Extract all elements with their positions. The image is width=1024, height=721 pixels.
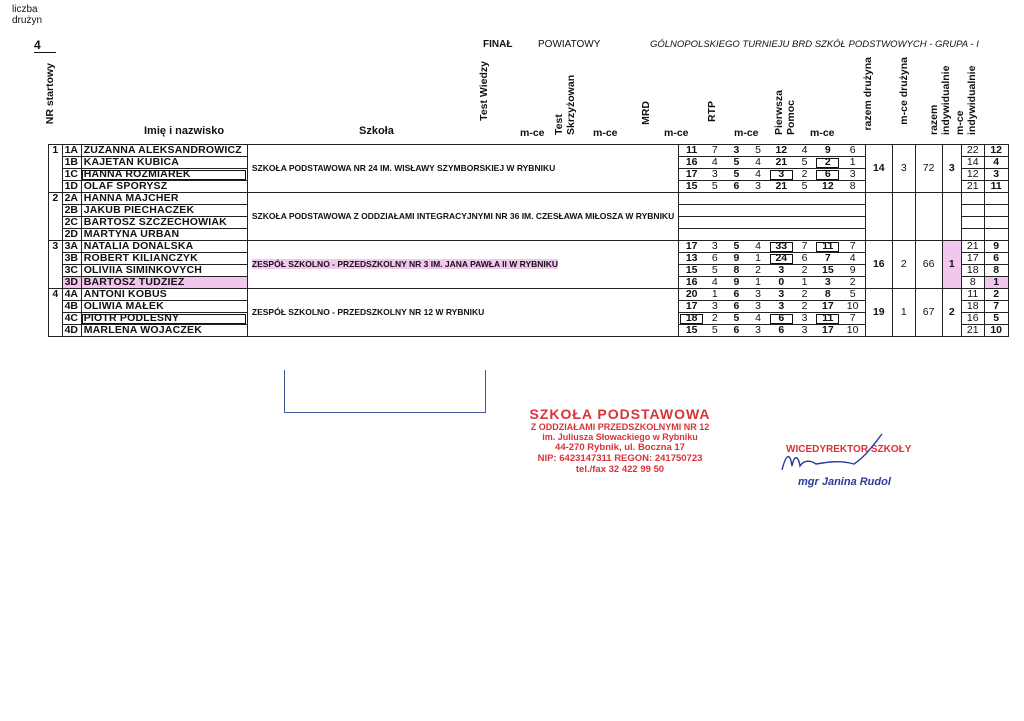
place-rtp: 1: [840, 157, 865, 169]
member-name: OLIWIA MAŁEK: [81, 301, 247, 313]
score-tw: [679, 205, 704, 217]
place-ts: [747, 217, 768, 229]
col-mce2: m-ce: [593, 127, 618, 139]
table-row: [49, 241, 1024, 253]
team-place: 3: [942, 145, 961, 193]
score-tw: 15: [679, 265, 704, 277]
score-rtp: 8: [815, 289, 840, 301]
place-tw: 3: [704, 169, 725, 181]
stamp-line3: im. Juliusza Słowackiego w Rybniku: [542, 432, 698, 442]
place-mrd: 3: [794, 325, 815, 337]
individual-place: 1: [984, 277, 1008, 289]
score-mrd: [769, 229, 794, 241]
first-aid-place: 2: [892, 241, 915, 289]
score-rtp: 12: [815, 181, 840, 193]
level-label: POWIATOWY: [538, 39, 601, 50]
team-no: 4: [49, 289, 63, 301]
member-code: 3A: [62, 241, 81, 253]
place-rtp: 7: [840, 313, 865, 325]
col-mrd: MRD: [640, 101, 652, 125]
score-mrd: 21: [769, 181, 794, 193]
individual-place: [984, 193, 1008, 205]
place-mrd: 2: [794, 301, 815, 313]
stamp-line5: NIP: 6423147311 REGON: 241750723: [537, 453, 703, 464]
score-ts: 5: [726, 169, 748, 181]
place-mrd: 2: [794, 169, 815, 181]
score-tw: 18: [679, 313, 704, 325]
individual-total: 18: [961, 265, 984, 277]
table-row: [49, 193, 1024, 205]
place-rtp: 5: [840, 289, 865, 301]
col-mce3: m-ce: [664, 127, 689, 139]
score-mrd: [769, 193, 794, 205]
score-rtp: 15: [815, 265, 840, 277]
team-place: 2: [942, 289, 961, 337]
member-name: OLIVIIA SIMINKOVYCH: [81, 265, 247, 277]
place-tw: 4: [704, 277, 725, 289]
score-mrd: 0: [769, 277, 794, 289]
place-tw: [704, 217, 725, 229]
place-ts: 3: [747, 289, 768, 301]
place-ts: 1: [747, 253, 768, 265]
score-rtp: 2: [815, 157, 840, 169]
school-name: SZKOŁA PODSTAWOWA NR 24 IM. WISŁAWY SZYMBORSKIEJ W RYBNIKU: [247, 145, 678, 193]
individual-total: 12: [961, 169, 984, 181]
score-ts: [726, 217, 748, 229]
signature-name: mgr Janina Rudol: [798, 476, 891, 488]
individual-place: [984, 217, 1008, 229]
place-tw: 3: [704, 301, 725, 313]
col-mce4: m-ce: [734, 127, 759, 139]
team-total: 72: [915, 145, 942, 193]
score-rtp: [815, 229, 840, 241]
first-aid-score: 16: [865, 241, 892, 289]
score-mrd: 3: [769, 169, 794, 181]
individual-place: 8: [984, 265, 1008, 277]
place-ts: 4: [747, 157, 768, 169]
place-tw: 5: [704, 325, 725, 337]
team-no: 2: [49, 193, 63, 205]
individual-total: 18: [961, 301, 984, 313]
col-mce1: m-ce: [520, 127, 545, 139]
score-tw: 11: [679, 145, 704, 157]
signature-scribble-icon: [770, 430, 910, 480]
score-ts: 3: [726, 145, 748, 157]
place-mrd: 5: [794, 157, 815, 169]
first-aid-score: 19: [865, 289, 892, 337]
score-ts: 8: [726, 265, 748, 277]
col-test-skrzyzowan: Test Skrzyżowan: [553, 74, 577, 135]
place-rtp: [840, 229, 865, 241]
individual-place: [984, 229, 1008, 241]
score-tw: [679, 217, 704, 229]
place-ts: 5: [747, 145, 768, 157]
individual-total: 8: [961, 277, 984, 289]
individual-total: [961, 217, 984, 229]
score-ts: [726, 193, 748, 205]
score-rtp: 11: [815, 313, 840, 325]
individual-total: [961, 193, 984, 205]
score-ts: 6: [726, 301, 748, 313]
member-code: 3B: [62, 253, 81, 265]
score-rtp: 7: [815, 253, 840, 265]
individual-total: 21: [961, 181, 984, 193]
score-rtp: 9: [815, 145, 840, 157]
school-name: [247, 241, 678, 289]
individual-total: 16: [961, 313, 984, 325]
score-tw: 15: [679, 181, 704, 193]
place-rtp: [840, 193, 865, 205]
score-ts: [726, 229, 748, 241]
teams-count: 4: [34, 38, 56, 53]
score-ts: 5: [726, 241, 748, 253]
place-tw: [704, 229, 725, 241]
score-ts: 5: [726, 157, 748, 169]
stamp-line6: tel./fax 32 422 99 50: [575, 464, 665, 475]
stamp-line1: SZKOŁA PODSTAWOWA: [529, 406, 711, 422]
signature-title: WICEDYREKTOR SZKOŁY: [786, 444, 912, 455]
col-razem-indyw: razem indywidualnie: [928, 65, 952, 135]
member-name: OLAF SPORYSZ: [81, 181, 247, 193]
score-rtp: [815, 205, 840, 217]
place-rtp: 9: [840, 265, 865, 277]
member-code: 2D: [62, 229, 81, 241]
member-code: 1C: [62, 169, 81, 181]
place-rtp: 8: [840, 181, 865, 193]
member-name: ZUZANNA ALEKSANDROWICZ: [81, 145, 247, 157]
col-test-wiedzy: Test Wiedzy: [478, 61, 490, 121]
individual-place: 12: [984, 145, 1008, 157]
place-ts: [747, 229, 768, 241]
member-name: MARLENA WOJACZEK: [81, 325, 247, 337]
place-ts: [747, 205, 768, 217]
individual-place: 9: [984, 241, 1008, 253]
place-rtp: [840, 205, 865, 217]
place-ts: 3: [747, 181, 768, 193]
place-mrd: 2: [794, 289, 815, 301]
score-mrd: [769, 217, 794, 229]
individual-total: [961, 229, 984, 241]
member-name: ANTONI KOBUS: [81, 289, 247, 301]
individual-place: 11: [984, 181, 1008, 193]
score-tw: 13: [679, 253, 704, 265]
member-code: 2B: [62, 205, 81, 217]
school-stamp: [500, 406, 740, 475]
place-rtp: 6: [840, 145, 865, 157]
score-ts: 9: [726, 277, 748, 289]
individual-total: 17: [961, 253, 984, 265]
col-mce-indyw: m-ce indywidualnie: [954, 65, 978, 135]
place-tw: 5: [704, 265, 725, 277]
score-rtp: 17: [815, 301, 840, 313]
place-tw: 5: [704, 181, 725, 193]
first-aid-place: 3: [892, 145, 915, 193]
team-total: 66: [915, 241, 942, 289]
school-name: ZESPÓŁ SZKOLNO - PRZEDSZKOLNY NR 12 W RYBNIKU: [247, 289, 678, 337]
member-code: 1D: [62, 181, 81, 193]
place-rtp: 3: [840, 169, 865, 181]
member-name: MARTYNA URBAN: [81, 229, 247, 241]
member-name: HANNA ROZMIAREK: [81, 169, 247, 181]
place-mrd: 4: [794, 145, 815, 157]
place-ts: 3: [747, 301, 768, 313]
place-mrd: 3: [794, 313, 815, 325]
col-start-no: NR startowy: [44, 63, 56, 125]
col-pierwsza-pomoc: Pierwsza Pomoc: [773, 90, 797, 135]
member-code: 4B: [62, 301, 81, 313]
member-name: ROBERT KILIANCZYK: [81, 253, 247, 265]
score-rtp: 6: [815, 169, 840, 181]
place-tw: [704, 193, 725, 205]
score-ts: 5: [726, 313, 748, 325]
member-code: 4D: [62, 325, 81, 337]
place-tw: 1: [704, 289, 725, 301]
place-rtp: [840, 217, 865, 229]
score-tw: 15: [679, 325, 704, 337]
place-mrd: 1: [794, 277, 815, 289]
col-school: Szkoła: [359, 125, 394, 137]
place-mrd: [794, 205, 815, 217]
individual-place: 6: [984, 253, 1008, 265]
team-total: [915, 193, 942, 241]
score-ts: 9: [726, 253, 748, 265]
member-code: 3C: [62, 265, 81, 277]
score-mrd: [769, 205, 794, 217]
member-code: 2A: [62, 193, 81, 205]
place-mrd: [794, 229, 815, 241]
table-row: [49, 289, 1024, 301]
column-headers: [36, 55, 978, 139]
score-mrd: 6: [769, 325, 794, 337]
score-ts: 6: [726, 289, 748, 301]
teams-label-line2: drużyn: [12, 15, 43, 26]
team-total: 67: [915, 289, 942, 337]
score-tw: 16: [679, 157, 704, 169]
score-rtp: 3: [815, 277, 840, 289]
score-ts: [726, 205, 748, 217]
place-tw: [704, 205, 725, 217]
results-table: [48, 144, 1024, 337]
score-tw: [679, 229, 704, 241]
member-name: NATALIA DONALSKA: [81, 241, 247, 253]
empty-bracket: [284, 370, 486, 413]
score-tw: [679, 193, 704, 205]
individual-total: 14: [961, 157, 984, 169]
member-code: 2C: [62, 217, 81, 229]
place-rtp: 7: [840, 241, 865, 253]
score-rtp: 17: [815, 325, 840, 337]
team-place: 1: [942, 241, 961, 289]
col-razem-druzyna: razem drużyna: [862, 57, 874, 131]
score-tw: 20: [679, 289, 704, 301]
individual-place: 7: [984, 301, 1008, 313]
table-row: [49, 145, 1024, 157]
place-tw: 7: [704, 145, 725, 157]
score-rtp: [815, 217, 840, 229]
place-mrd: [794, 193, 815, 205]
score-mrd: 6: [769, 313, 794, 325]
score-ts: 6: [726, 325, 748, 337]
score-mrd: 33: [769, 241, 794, 253]
individual-place: 3: [984, 169, 1008, 181]
individual-place: 10: [984, 325, 1008, 337]
individual-total: 21: [961, 325, 984, 337]
score-rtp: 11: [815, 241, 840, 253]
score-tw: 16: [679, 277, 704, 289]
place-mrd: 7: [794, 241, 815, 253]
place-mrd: 2: [794, 265, 815, 277]
place-mrd: 6: [794, 253, 815, 265]
place-ts: 2: [747, 265, 768, 277]
col-name: Imię i nazwisko: [144, 125, 225, 137]
individual-total: [961, 205, 984, 217]
place-ts: 4: [747, 313, 768, 325]
signature-block: [770, 430, 930, 500]
member-code: 4A: [62, 289, 81, 301]
place-mrd: [794, 217, 815, 229]
member-code: 1B: [62, 157, 81, 169]
place-ts: 4: [747, 169, 768, 181]
score-mrd: 3: [769, 289, 794, 301]
score-tw: 17: [679, 169, 704, 181]
place-mrd: 5: [794, 181, 815, 193]
place-tw: 4: [704, 157, 725, 169]
team-no: 3: [49, 241, 63, 253]
place-tw: 6: [704, 253, 725, 265]
stamp-line4: 44-270 Rybnik, ul. Boczna 17: [555, 442, 685, 453]
place-rtp: 4: [840, 253, 865, 265]
teams-count-label: [12, 4, 42, 26]
place-ts: 4: [747, 241, 768, 253]
member-name: BARTOSZ TUDZIEZ: [81, 277, 247, 289]
member-name: HANNA MAJCHER: [81, 193, 247, 205]
school-name: SZKOŁA PODSTAWOWA Z ODDZIAŁAMI INTEGRACYJNYMI NR 36 IM. CZESŁAWA MIŁOSZA W RYBNIKU: [247, 193, 678, 241]
teams-label-line1: liczba: [12, 4, 38, 15]
stamp-line2: Z ODDZIAŁAMI PRZEDSZKOLNYMI NR 12: [530, 422, 710, 432]
individual-place: 5: [984, 313, 1008, 325]
place-ts: 3: [747, 325, 768, 337]
col-mce-druzyna: m-ce drużyna: [898, 57, 910, 125]
score-tw: 17: [679, 241, 704, 253]
member-code: 3D: [62, 277, 81, 289]
first-aid-place: 1: [892, 289, 915, 337]
member-name: KAJETAN KUBICA: [81, 157, 247, 169]
score-rtp: [815, 193, 840, 205]
place-ts: [747, 193, 768, 205]
score-mrd: 21: [769, 157, 794, 169]
place-rtp: 10: [840, 325, 865, 337]
member-name: BARTOSZ SZCZECHOWIAK: [81, 217, 247, 229]
member-name: PIOTR PODLESNY: [81, 313, 247, 325]
member-code: 1A: [62, 145, 81, 157]
tournament-title: [650, 39, 979, 50]
stage-label: FINAŁ: [483, 39, 513, 50]
place-ts: 1: [747, 277, 768, 289]
first-aid-score: [865, 193, 892, 241]
team-no: 1: [49, 145, 63, 157]
individual-place: 4: [984, 157, 1008, 169]
individual-place: [984, 205, 1008, 217]
team-place: [942, 193, 961, 241]
school-name-text: ZESPÓŁ SZKOLNO - PRZEDSZKOLNY NR 3 IM. JANA PAWŁA II W RYBNIKU: [251, 259, 559, 269]
member-name: JAKUB PIECHACZEK: [81, 205, 247, 217]
first-aid-place: [892, 193, 915, 241]
score-mrd: 3: [769, 301, 794, 313]
score-mrd: 3: [769, 265, 794, 277]
individual-total: 11: [961, 289, 984, 301]
member-code: 4C: [62, 313, 81, 325]
score-ts: 6: [726, 181, 748, 193]
place-rtp: 10: [840, 301, 865, 313]
score-mrd: 24: [769, 253, 794, 265]
place-rtp: 2: [840, 277, 865, 289]
tournament-name: GÓLNOPOLSKIEGO TURNIEJU BRD SZKÓŁ PODSTWOWYCH - GRUPA - I: [650, 39, 979, 50]
place-tw: 3: [704, 241, 725, 253]
col-mce5: m-ce: [810, 127, 835, 139]
score-mrd: 12: [769, 145, 794, 157]
first-aid-score: 14: [865, 145, 892, 193]
individual-place: 2: [984, 289, 1008, 301]
place-tw: 2: [704, 313, 725, 325]
individual-total: 21: [961, 241, 984, 253]
col-rtp: RTP: [706, 101, 718, 122]
individual-total: 22: [961, 145, 984, 157]
score-tw: 17: [679, 301, 704, 313]
